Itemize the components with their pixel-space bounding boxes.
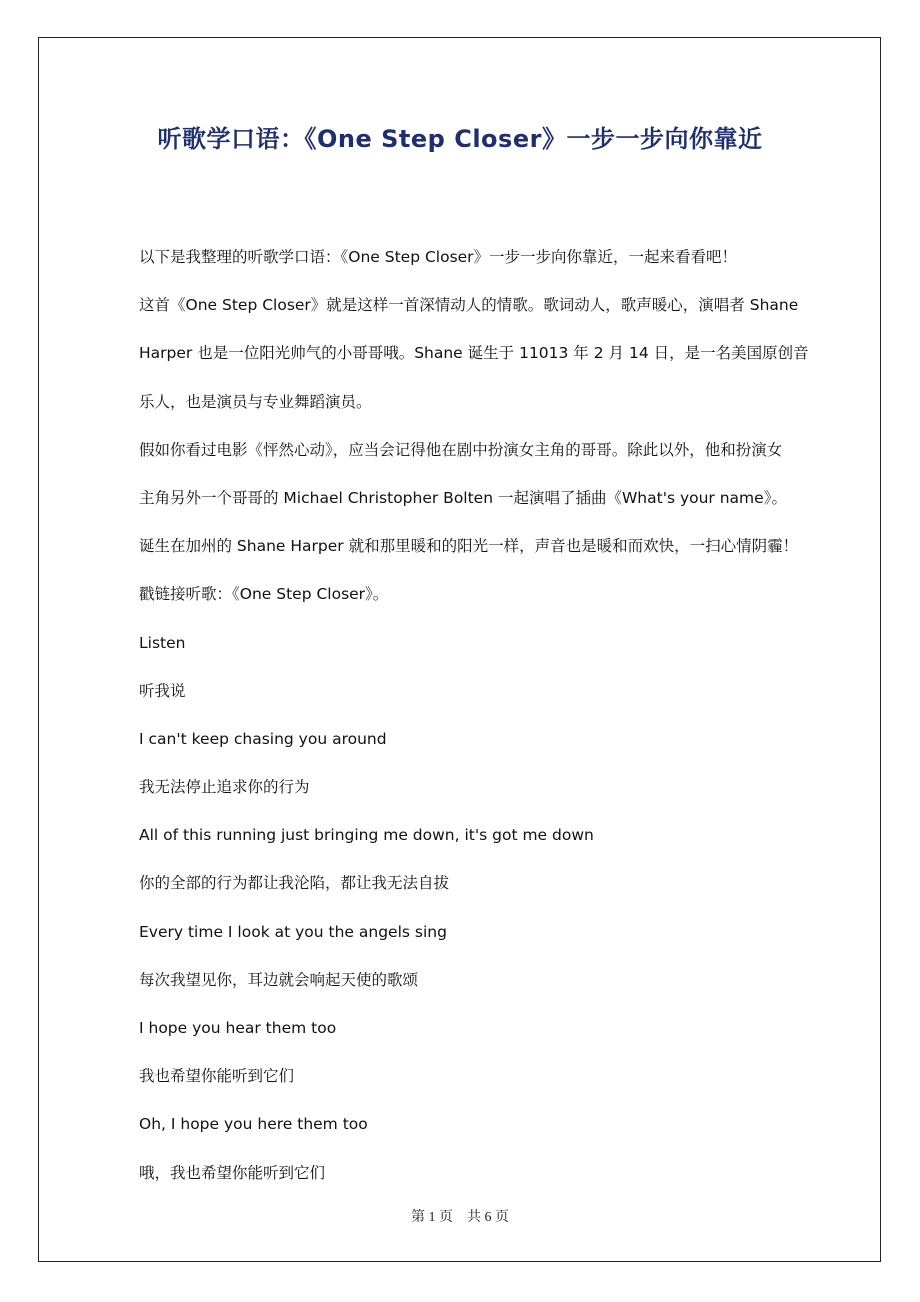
lyric-line-chinese: 我无法停止追求你的行为	[139, 778, 310, 797]
paragraph-line: 假如你看过电影《怦然心动》，应当会记得他在剧中扮演女主角的哥哥。除此以外，他和扮演女	[139, 440, 783, 459]
document-title: 听歌学口语：《One Step Closer》一步一步向你靠近	[157, 125, 763, 153]
lyric-line-english: I can't keep chasing you around	[139, 729, 387, 748]
paragraph-line: 诞生在加州的 Shane Harper 就和那里暖和的阳光一样，声音也是暖和而欢快，一扫心情阴霾！	[139, 537, 799, 556]
lyric-line-chinese: 哦，我也希望你能听到它们	[139, 1163, 326, 1182]
lyric-line-english: Listen	[139, 633, 186, 652]
lyric-line-english: All of this running just bringing me down, it's got me down	[139, 826, 594, 845]
paragraph-line: 乐人，也是演员与专业舞蹈演员。	[139, 392, 372, 411]
paragraph-line: 这首《One Step Closer》就是这样一首深情动人的情歌。歌词动人，歌声暖心，演唱者 Shane	[139, 296, 799, 315]
paragraph-line: 主角另外一个哥哥的 Michael Christopher Bolten 一起演唱了插曲《What's your name》。	[139, 488, 787, 507]
lyric-line-chinese: 你的全部的行为都让我沦陷，都让我无法自拔	[139, 874, 450, 893]
lyric-line-english: Every time I look at you the angels sing	[139, 922, 447, 941]
document-body	[139, 240, 809, 1204]
lyric-line-chinese: 每次我望见你，耳边就会响起天使的歌颂	[139, 970, 419, 989]
page-number: 第 1 页 共 6 页	[411, 1210, 509, 1225]
lyric-line-chinese: 听我说	[139, 681, 186, 700]
paragraph-line: Harper 也是一位阳光帅气的小哥哥哦。Shane 诞生于 11013 年 2 月 14 日，是一名美国原创音	[139, 344, 809, 363]
lyric-line-chinese: 我也希望你能听到它们	[139, 1067, 295, 1086]
lyric-line-english: Oh, I hope you here them too	[139, 1115, 368, 1134]
paragraph-line: 戳链接听歌：《One Step Closer》。	[139, 585, 389, 604]
paragraph-line: 以下是我整理的听歌学口语：《One Step Closer》一步一步向你靠近，一起来看看吧！	[139, 248, 738, 266]
lyric-line-english: I hope you hear them too	[139, 1019, 337, 1037]
